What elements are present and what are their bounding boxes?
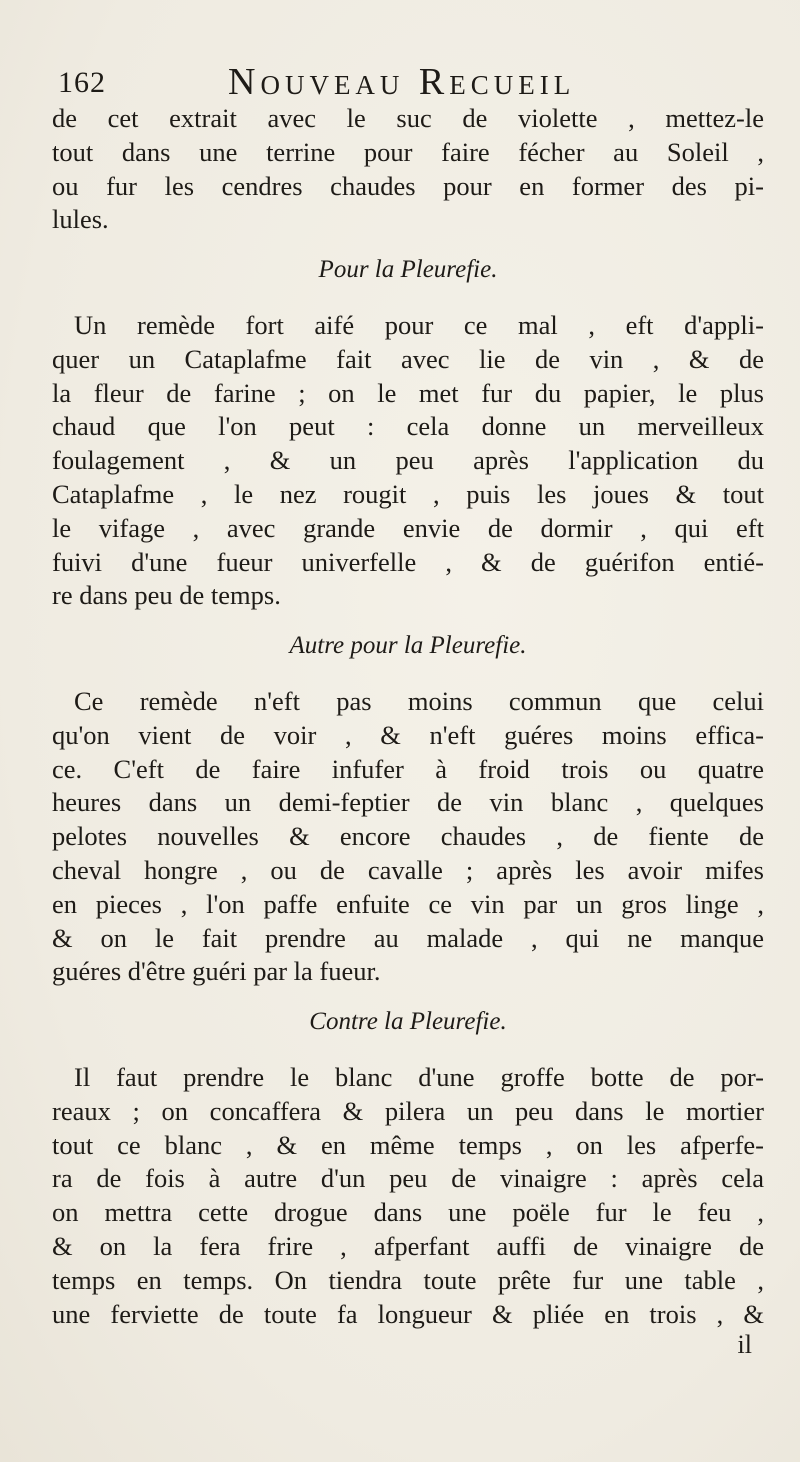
page-number: 162: [58, 66, 106, 99]
text-line: temps en temps. On tiendra toute prête fur une table ,: [52, 1264, 764, 1295]
section-paragraph: [52, 685, 764, 989]
text-line: re dans peu de temps.: [52, 580, 281, 611]
text-line: foulagement , & un peu après l'application du: [52, 445, 764, 476]
text-line: ou fur les cendres chaudes pour en former des pi-: [52, 170, 764, 201]
text-line: tout ce blanc , & en même temps , on les afperfe-: [52, 1129, 764, 1160]
text-line: de cet extrait avec le suc de violette , mettez-le: [52, 103, 764, 133]
catchword: il: [737, 1330, 752, 1359]
text-line: fuivi d'une fueur univerfelle , & de guérifon entié-: [52, 546, 764, 577]
text-line: on mettra cette drogue dans une poële fur le feu ,: [52, 1197, 764, 1228]
text-line: qu'on vient de voir , & n'eft guéres moins effica-: [52, 719, 764, 750]
section-paragraph: [52, 1061, 764, 1331]
section-paragraph: [52, 309, 764, 613]
text-line: & on le fait prendre au malade , qui ne manque: [52, 922, 764, 953]
text-line: une ferviette de toute fa longueur & pliée en trois , &: [52, 1298, 764, 1329]
text-line: & on la fera frire , afperfant auffi de vinaigre de: [52, 1230, 764, 1261]
text-line: lules.: [52, 204, 109, 235]
text-line: Il faut prendre le blanc d'une groffe botte de por-: [74, 1061, 764, 1092]
section-heading: Contre la Pleurefie.: [309, 1008, 507, 1036]
text-line: en pieces , l'on paffe enfuite ce vin par un gros linge ,: [52, 888, 764, 919]
text-line: le vifage , avec grande envie de dormir , qui eft: [52, 512, 764, 543]
intro-paragraph: [52, 102, 764, 237]
text-line: quer un Cataplafme fait avec lie de vin , & de: [52, 343, 764, 374]
body-text: [52, 102, 764, 1331]
section-heading: Pour la Pleurefie.: [318, 256, 498, 284]
page-header: [58, 60, 758, 102]
text-line: cheval hongre , ou de cavalle ; après les avoir mifes: [52, 854, 764, 885]
text-line: reaux ; on concaffera & pilera un peu dans le mortier: [52, 1095, 764, 1126]
running-title: Nouveau Recueil: [228, 61, 576, 103]
text-line: tout dans une terrine pour faire fécher au Soleil ,: [52, 136, 764, 167]
section-heading: Autre pour la Pleurefie.: [289, 632, 527, 660]
text-line: Cataplafme , le nez rougit , puis les joues & tout: [52, 478, 764, 509]
text-line: heures dans un demi-feptier de vin blanc , quelques: [52, 787, 764, 818]
text-line: pelotes nouvelles & encore chaudes , de fiente de: [52, 821, 764, 852]
text-line: Un remède fort aifé pour ce mal , eft d'appli-: [74, 309, 764, 340]
text-line: Ce remède n'eft pas moins commun que celui: [74, 685, 764, 716]
text-line: la fleur de farine ; on le met fur du papier, le plus: [52, 377, 764, 408]
text-line: ce. C'eft de faire infufer à froid trois ou quatre: [52, 753, 764, 784]
text-line: ra de fois à autre d'un peu de vinaigre : après cela: [52, 1163, 764, 1194]
text-line: chaud que l'on peut : cela donne un merveilleux: [52, 411, 764, 442]
text-line: guéres d'être guéri par la fueur.: [52, 956, 381, 987]
